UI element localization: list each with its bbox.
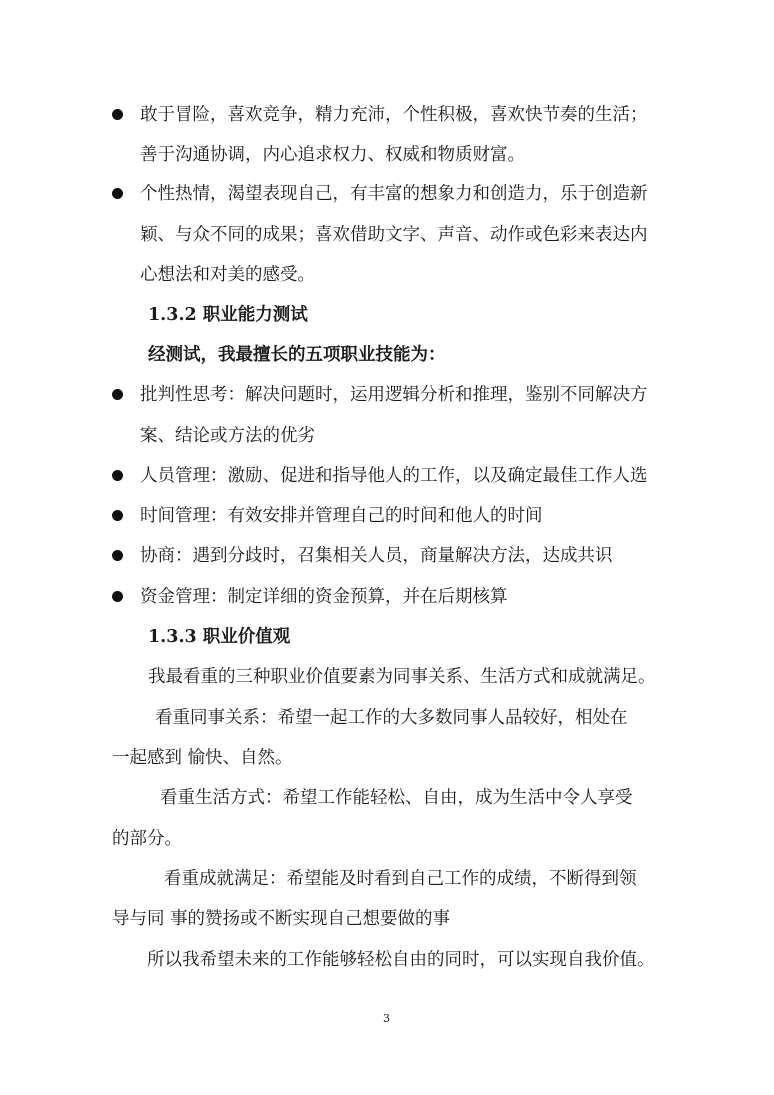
text-line: 看重同事关系：希望一起工作的大多数同事人品较好，相处在: [155, 708, 628, 728]
bullet-icon: [112, 510, 123, 521]
bullet-icon: [112, 109, 123, 120]
text-line: 批判性思考：解决问题时，运用逻辑分析和推理，鉴别不同解决方: [140, 385, 648, 405]
bullet-icon: [112, 470, 123, 481]
text-line: 的部分。: [112, 829, 182, 849]
summary-line: 我最看重的三种职业价值要素为同事关系、生活方式和成就满足。: [148, 667, 656, 687]
text-line: 个性热情，渴望表现自己，有丰富的想象力和创造力，乐于创造新: [140, 184, 648, 204]
text-line: 导与同 事的赞扬或不断实现自己想要做的事: [112, 909, 451, 929]
section-heading-133: 1.3.3 职业价值观: [148, 627, 291, 647]
conclusion-line: 所以我希望未来的工作能够轻松自由的同时，可以实现自我价值。: [147, 950, 655, 970]
bullet-icon: [112, 591, 123, 602]
text-line: 协商：遇到分歧时，召集相关人员，商量解决方法，达成共识: [140, 546, 613, 566]
text-line: 资金管理：制定详细的资金预算，并在后期核算: [140, 587, 508, 607]
bullet-icon: [112, 389, 123, 400]
bullet-icon: [112, 550, 123, 561]
text-line: 人员管理：激励、促进和指导他人的工作，以及确定最佳工作人选: [140, 466, 648, 486]
text-line: 一起感到 愉快、自然。: [112, 748, 293, 768]
section-heading-132: 1.3.2 职业能力测试: [148, 305, 308, 325]
text-line: 时间管理：有效安排并管理自己的时间和他人的时间: [140, 506, 543, 526]
text-line: 敢于冒险，喜欢竞争，精力充沛，个性积极，喜欢快节奏的生活；: [140, 105, 648, 125]
page-number: 3: [383, 1012, 390, 1025]
text-line: 看重成就满足：希望能及时看到自己工作的成绩，不断得到领: [164, 869, 637, 889]
section-intro: 经测试，我最擅长的五项职业技能为：: [148, 345, 446, 365]
bullet-icon: [112, 188, 123, 199]
text-line: 颖、与众不同的成果；喜欢借助文字、声音、动作或色彩来表达内: [140, 225, 648, 245]
text-line: 看重生活方式：希望工作能轻松、自由，成为生活中令人享受: [160, 788, 633, 808]
text-line: 善于沟通协调，内心追求权力、权威和物质财富。: [140, 145, 525, 165]
text-line: 案、结论或方法的优劣: [140, 426, 315, 446]
text-line: 心想法和对美的感受。: [140, 265, 315, 285]
